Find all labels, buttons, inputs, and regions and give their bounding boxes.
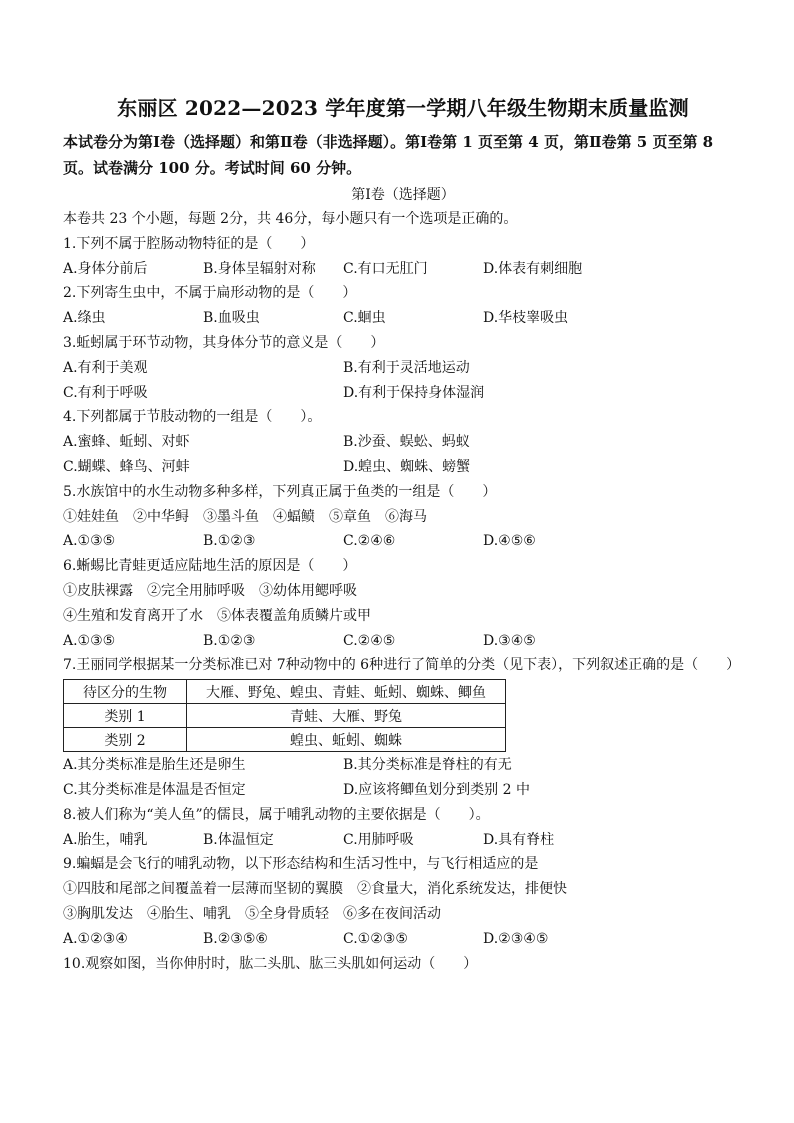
question-5-options xyxy=(63,529,743,554)
option-c: C.有利于呼吸 xyxy=(63,384,148,401)
option-d: D.应该将鲫鱼划分到类别 2 中 xyxy=(343,781,530,798)
question-6-items-2: ④生殖和发育离开了水 ⑤体表覆盖角质鳞片或甲 xyxy=(63,607,371,624)
question-6-items-1: ①皮肤裸露 ②完全用肺呼吸 ③幼体用鳃呼吸 xyxy=(63,582,357,599)
table-cell: 青蛙、大雁、野兔 xyxy=(187,704,506,728)
instructions: 本卷共 23 个小题，每题 2分，共 46分，每小题只有一个选项是正确的。 xyxy=(63,211,518,227)
option-a: A.胎生，哺乳 xyxy=(63,831,148,848)
question-1-stem: 1.下列不属于腔肠动物特征的是（ ） xyxy=(63,235,315,252)
question-9-items-2: ③胸肌发达 ④胎生、哺乳 ⑤全身骨质轻 ⑥多在夜间活动 xyxy=(63,905,441,922)
question-10-stem: 10.观察如图，当你伸肘时，肱二头肌、肱三头肌如何运动（ ） xyxy=(63,955,478,972)
option-c: C.②④⑤ xyxy=(343,632,396,649)
option-d: D.具有脊柱 xyxy=(483,831,555,848)
question-7-options-row1 xyxy=(63,753,743,778)
option-b: B.有利于灵活地运动 xyxy=(343,359,470,376)
option-d: D.②③④⑤ xyxy=(483,930,549,947)
option-d: D.④⑤⑥ xyxy=(483,533,536,550)
option-b: B.身体呈辐射对称 xyxy=(203,260,316,277)
exam-title: 东丽区 2022—2023 学年度第一学期八年级生物期末质量监测 xyxy=(117,96,689,120)
question-8-options xyxy=(63,828,743,853)
option-b: B.体温恒定 xyxy=(203,831,274,848)
option-d: D.有利于保持身体湿润 xyxy=(343,384,485,401)
option-b: B.①②③ xyxy=(203,632,256,649)
question-4-options-row1 xyxy=(63,430,743,455)
option-c: C.蝴蝶、蜂鸟、河蚌 xyxy=(63,458,190,475)
question-3-stem: 3.蚯蚓属于环节动物，其身体分节的意义是（ ） xyxy=(63,334,385,351)
option-c: C.有口无肛门 xyxy=(343,260,428,277)
exam-intro: 本试卷分为第Ⅰ卷（选择题）和第Ⅱ卷（非选择题）。第Ⅰ卷第 1 页至第 4 页，第Ⅱ卷第 5 页至第 8 页。试卷满分 100 分。考试时间 60 分钟。 xyxy=(63,133,714,177)
option-a: A.有利于美观 xyxy=(63,359,148,376)
option-d: D.蝗虫、蜘蛛、螃蟹 xyxy=(343,458,471,475)
table-cell: 类别 2 xyxy=(64,728,187,752)
option-a: A.①③⑤ xyxy=(63,533,116,550)
option-b: B.①②③ xyxy=(203,533,256,550)
option-a: A.①②③④ xyxy=(63,930,128,947)
option-c: C.用肺呼吸 xyxy=(343,831,414,848)
option-b: B.沙蚕、蜈蚣、蚂蚁 xyxy=(343,434,470,451)
table-cell: 类别 1 xyxy=(64,704,187,728)
option-c: C.其分类标准是体温是否恒定 xyxy=(63,781,246,798)
option-a: A.身体分前后 xyxy=(63,260,148,277)
question-8-stem: 8.被人们称为“美人鱼”的儒艮，属于哺乳动物的主要依据是（ ）。 xyxy=(63,806,490,823)
question-7-stem: 7.王丽同学根据某一分类标准已对 7种动物中的 6种进行了简单的分类（见下表），下列叙述正确的是（ ） xyxy=(63,657,741,674)
option-a: A.蜜蜂、蚯蚓、对虾 xyxy=(63,434,190,451)
question-4-stem: 4.下列都属于节肢动物的一组是（ ）。 xyxy=(63,409,322,426)
classification-table xyxy=(63,679,506,752)
table-row xyxy=(64,680,506,704)
question-2-options xyxy=(63,306,743,331)
table-cell: 待区分的生物 xyxy=(64,680,187,704)
question-6-stem: 6.蜥蜴比青蛙更适应陆地生活的原因是（ ） xyxy=(63,558,357,575)
question-6-options xyxy=(63,629,743,654)
question-3-options-row2 xyxy=(63,381,743,406)
option-b: B.其分类标准是脊柱的有无 xyxy=(343,757,512,774)
exam-page xyxy=(63,92,743,976)
table-row xyxy=(64,704,506,728)
option-a: A.①③⑤ xyxy=(63,632,116,649)
option-b: B.血吸虫 xyxy=(203,310,260,327)
option-c: C.①②③⑤ xyxy=(343,930,408,947)
table-cell: 蝗虫、蚯蚓、蜘蛛 xyxy=(187,728,506,752)
question-2-stem: 2.下列寄生虫中，不属于扁形动物的是（ ） xyxy=(63,285,357,302)
question-7-options-row2 xyxy=(63,778,743,803)
question-9-stem: 9.蝙蝠是会飞行的哺乳动物，以下形态结构和生活习性中，与飞行相适应的是 xyxy=(63,856,539,873)
table-cell: 大雁、野兔、蝗虫、青蛙、蚯蚓、蜘蛛、鲫鱼 xyxy=(187,680,506,704)
section-title: 第Ⅰ卷（选择题） xyxy=(351,187,455,203)
option-a: A.绦虫 xyxy=(63,310,106,327)
question-9-items-1: ①四肢和尾部之间覆盖着一层薄而坚韧的翼膜 ②食量大，消化系统发达，排便快 xyxy=(63,881,567,898)
question-1-options xyxy=(63,257,743,282)
option-a: A.其分类标准是胎生还是卵生 xyxy=(63,757,246,774)
option-d: D.体表有刺细胞 xyxy=(483,260,583,277)
question-4-options-row2 xyxy=(63,455,743,480)
question-3-options-row1 xyxy=(63,356,743,381)
option-b: B.②③⑤⑥ xyxy=(203,930,268,947)
option-d: D.华枝睾吸虫 xyxy=(483,310,569,327)
option-c: C.②④⑥ xyxy=(343,533,396,550)
option-c: C.蛔虫 xyxy=(343,310,386,327)
question-5-stem: 5.水族馆中的水生动物多种多样，下列真正属于鱼类的一组是（ ） xyxy=(63,483,497,500)
question-9-options xyxy=(63,927,743,952)
question-5-items: ①娃娃鱼 ②中华鲟 ③墨斗鱼 ④蝠鲼 ⑤章鱼 ⑥海马 xyxy=(63,508,427,525)
table-row xyxy=(64,728,506,752)
option-d: D.③④⑤ xyxy=(483,632,536,649)
